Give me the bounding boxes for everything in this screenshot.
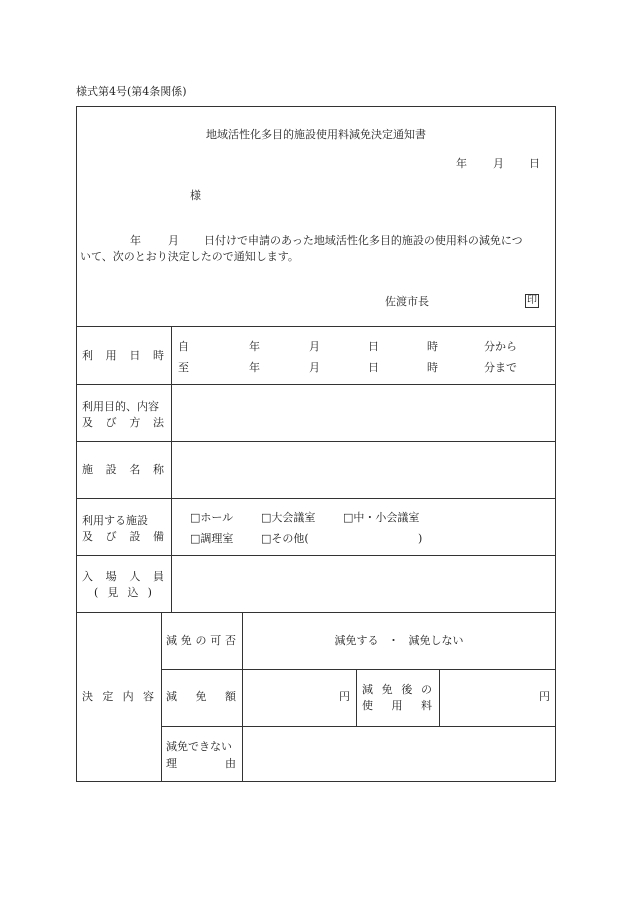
purpose-label-line1: 利用目的、内容 — [82, 400, 159, 413]
rule — [76, 384, 556, 385]
attendance-label-line2: ( 見 込 ) — [94, 586, 152, 599]
reason-label-line1: 減免できない — [166, 740, 232, 753]
usage-datetime-label: 利 用 日 時 — [82, 349, 164, 362]
to-year: 年 — [249, 361, 260, 374]
to-hour: 時 — [427, 361, 438, 374]
facility-name-label: 施 設 名 称 — [82, 463, 164, 476]
attendance-label-line1: 入 場 人 員 — [82, 570, 164, 583]
from-hour: 時 — [427, 340, 438, 353]
option-other[interactable]: □その他( — [261, 532, 309, 545]
option-other-close: ) — [418, 532, 423, 545]
date-year: 年 — [456, 157, 467, 170]
purpose-label-line2: 及 び 方 法 — [82, 416, 164, 429]
facility-use-label-line1: 利用する施設 — [82, 514, 148, 527]
date-day: 日 — [529, 157, 540, 170]
body-month: 月 — [168, 234, 179, 247]
to-day: 日 — [368, 361, 379, 374]
rule — [76, 326, 556, 327]
approval-label: 減 免 の 可 否 — [166, 634, 236, 647]
reason-label-line2: 理 由 — [166, 757, 236, 770]
rule — [76, 612, 556, 613]
rule — [171, 326, 172, 612]
option-cooking-room[interactable]: □調理室 — [190, 532, 234, 545]
option-small-conference[interactable]: □中・小会議室 — [343, 511, 420, 524]
rule — [76, 441, 556, 442]
body-line2: いて、次のとおり決定したので通知します。 — [80, 250, 299, 263]
rule — [161, 726, 556, 727]
option-large-conference[interactable]: □大会議室 — [261, 511, 316, 524]
from-month: 月 — [309, 340, 320, 353]
to-month: 月 — [309, 361, 320, 374]
decision-label: 決 定 内 容 — [82, 690, 154, 703]
rule — [76, 498, 556, 499]
rule — [161, 612, 162, 782]
date-month: 月 — [493, 157, 504, 170]
approval-value: 減免する ・ 減免しない — [334, 634, 464, 647]
after-fee-yen: 円 — [539, 690, 550, 703]
facility-use-label-line2: 及 び 設 備 — [82, 530, 164, 543]
to-minute: 分まで — [484, 361, 517, 374]
option-hall[interactable]: □ホール — [190, 511, 234, 524]
from-prefix: 自 — [178, 340, 189, 353]
from-minute: 分から — [484, 340, 517, 353]
rule — [356, 669, 357, 726]
after-fee-label-line2: 使 用 料 — [362, 699, 432, 712]
reduction-amount-yen: 円 — [339, 690, 350, 703]
document-title: 地域活性化多目的施設使用料減免決定通知書 — [206, 128, 426, 141]
from-year: 年 — [249, 340, 260, 353]
form-id: 様式第4号(第4条関係) — [76, 85, 187, 98]
seal-stamp: 印 — [527, 295, 537, 306]
after-fee-label-line1: 減 免 後 の — [362, 683, 432, 696]
addressee-honorific: 様 — [190, 189, 201, 202]
body-line1: 日付けで申請のあった地域活性化多目的施設の使用料の減免につ — [204, 234, 523, 247]
rule — [161, 669, 556, 670]
from-day: 日 — [368, 340, 379, 353]
reduction-amount-label: 減 免 額 — [166, 690, 236, 703]
body-year: 年 — [130, 234, 141, 247]
rule — [439, 669, 440, 726]
to-prefix: 至 — [178, 361, 189, 374]
form-frame — [76, 106, 556, 782]
signer: 佐渡市長 — [385, 295, 429, 308]
rule — [76, 555, 556, 556]
